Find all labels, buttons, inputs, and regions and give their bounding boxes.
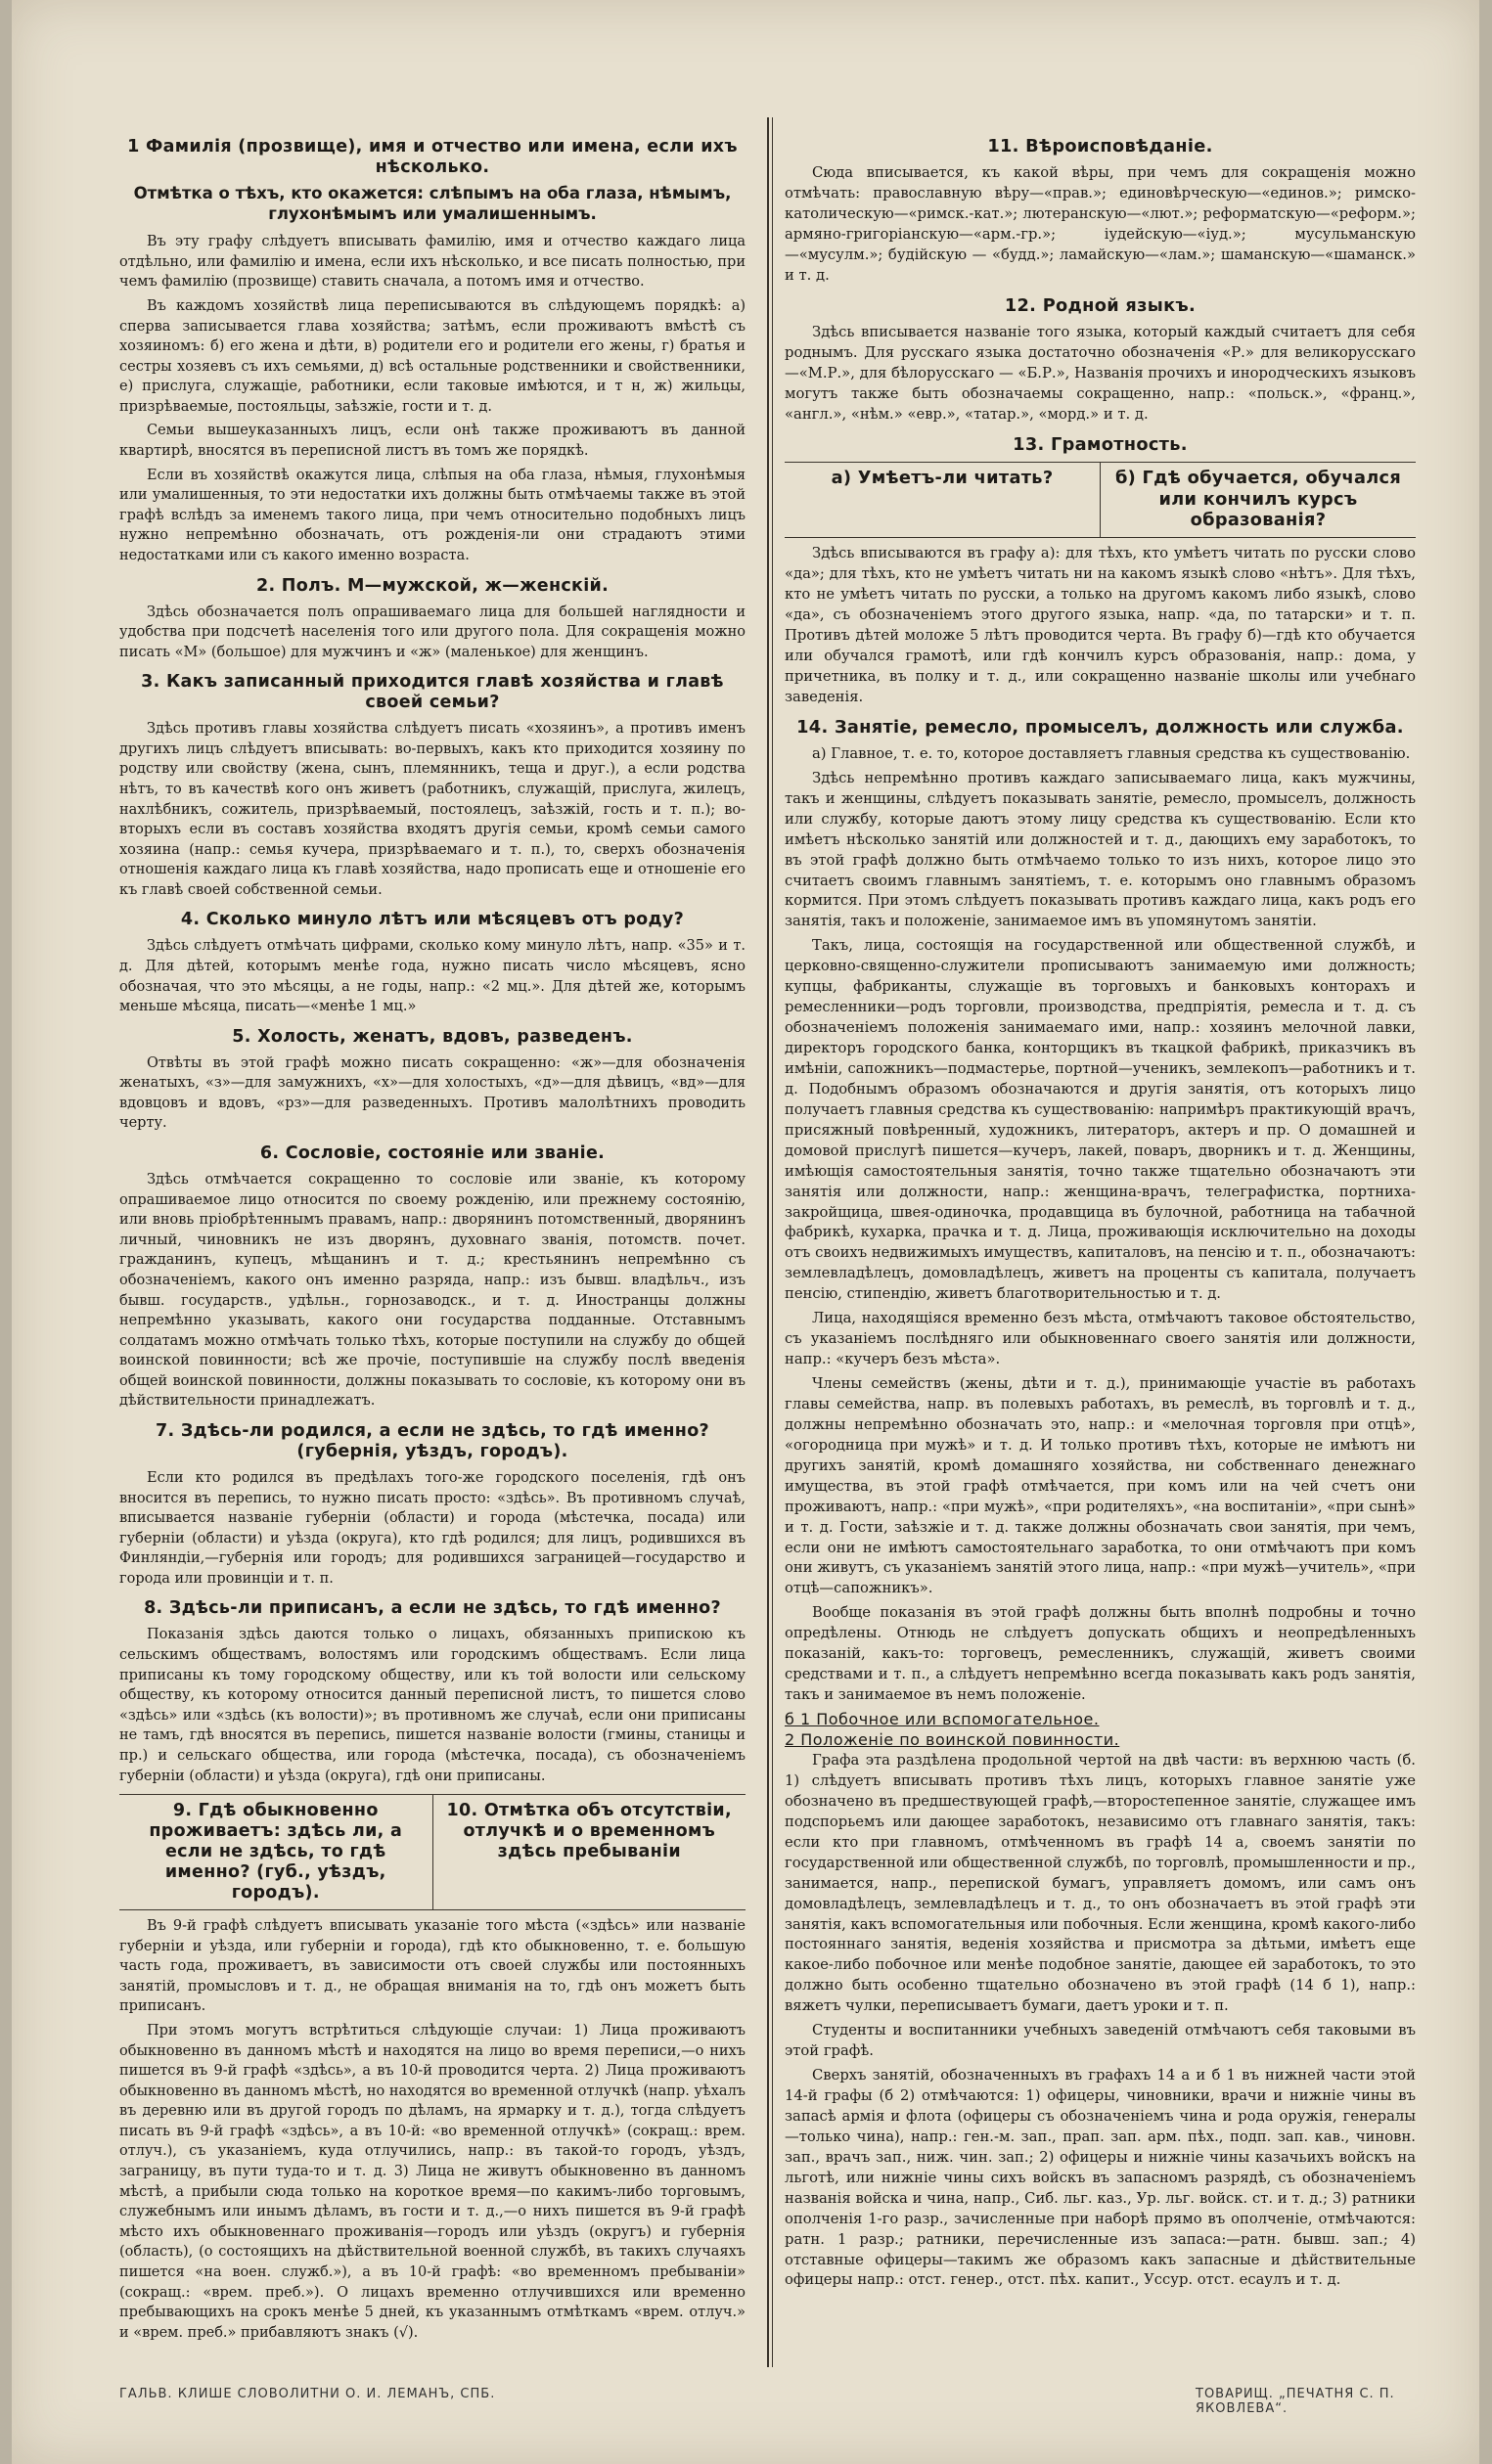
section-13b-cell — [1100, 463, 1416, 537]
section-10-title: 10. Отмѣтка объ отсутствіи, отлучкѣ и о временномъ здѣсь пребываніи — [446, 1801, 732, 1862]
section-13a-cell — [785, 463, 1100, 537]
section-2-para: Здѣсь обозначается полъ опрашиваемаго лица для большей наглядности и удобства при подсчетѣ населенія того или другого пола. Для сокращенія можно писать «М» (большое) для мужчинъ и «ж» (маленькое) для женщинъ. — [119, 604, 746, 660]
printer-credit-left: ГАЛЬВ. КЛИШЕ СЛОВОЛИТНИ О. И. ЛЕМАНЪ, СПБ. — [119, 2387, 496, 2401]
section-9-10-header — [119, 1794, 746, 1910]
section-6 — [119, 1143, 746, 1411]
section-4-title: 4. Сколько минуло лѣтъ или мѣсяцевъ отъ роду? — [180, 910, 685, 930]
section-13 — [785, 435, 1416, 708]
section-14-para: Лица, находящіяся временно безъ мѣста, отмѣчаютъ таковое обстоятельство, съ указаніемъ послѣдняго или обыкновеннаго своего занятія или должности, напр.: «кучеръ безъ мѣста». — [785, 1310, 1416, 1368]
section-1 — [119, 137, 746, 566]
section-2-title: 2. Полъ. М—мужской, ж—женскій. — [255, 575, 610, 596]
section-1-para: Въ каждомъ хозяйствѣ лица переписываются въ слѣдующемъ порядкѣ: а) сперва записывается глава хозяйства; затѣмъ, если проживаютъ вмѣстѣ съ хозяиномъ: б) его жена и дѣти, в) родители его и родители его жены, г) братья и сестры хозяевъ съ ихъ семьями, д) всѣ остальные родственники и свойственники, е) прислуга, служащіе, работники, если таковые имѣются, и т н, ж) жильцы, призрѣваемые, постояльцы, заѣзжіе, гости и т. д. — [119, 297, 746, 415]
right-column — [785, 127, 1416, 2299]
section-9-para: При этомъ могутъ встрѣтиться слѣдующіе случаи: 1) Лица проживаютъ обыкновенно въ данномъ мѣстѣ и находятся на лицо во время переписи,—о нихъ пишется въ 9-й графѣ «здѣсь», а въ 10-й проводится черта. 2) Лица проживаютъ обыкновенно въ данномъ мѣстѣ, но находятся во временной отлучкѣ (напр. уѣхалъ въ деревню или въ другой городъ по дѣламъ, на ярмарку и т. д.), тогда слѣдуетъ писать въ 9-й графѣ «здѣсь», а въ 10-й: «во временной отлучкѣ» (сокращ.: врем. отлуч.), съ указаніемъ, куда отлучились, напр.: въ такой-то городъ, уѣздъ, заграницу, въ пути туда-то и т. д. 3) Лица не живутъ обыкновенно въ данномъ мѣстѣ, а прибыли сюда только на короткое время—по какимъ-либо торговымъ, служебнымъ или инымъ дѣламъ, въ гости и т. д.,—о нихъ пишется въ 9-й графѣ мѣсто ихъ обыкновеннаго проживанія—городъ или уѣздъ (округъ) и губернія (область), (о состоящихъ на дѣйствительной военной службѣ, въ такихъ случаяхъ пишется «на воен. служб.»), а въ 10-й графѣ: «во временномъ пребываніи» (сокращ.: «врем. преб.»). О лицахъ временно отлучившихся или временно пребывающихъ на срокъ менѣе 5 дней, къ указаннымъ отмѣткамъ «врем. отлуч.» и «врем. преб.» прибавляютъ знакъ (√). — [119, 2022, 746, 2341]
section-7-para: Если кто родился въ предѣлахъ того-же городского поселенія, гдѣ онъ вносится въ перепись, то нужно писать просто: «здѣсь». Въ противномъ случаѣ, вписывается названіе губерніи (области) и города (мѣстечка, посада) или губерніи (области) и уѣзда (округа), кто гдѣ родился; для лицъ, родившихся въ Финляндіи,—губернія или городъ; для родившихся заграницей—государство и города или провинціи и т. п. — [119, 1470, 746, 1587]
section-8-para: Показанія здѣсь даются только о лицахъ, обязанныхъ припискою къ сельскимъ обществамъ, волостямъ или городскимъ обществамъ. Если лица приписаны къ тому городскому обществу, или къ той волости или сельскому обществу, къ которому относится данный переписной листъ, то пишется слово «здѣсь» или «здѣсь (къ волости)»; въ противномъ же случаѣ, если они приписаны не тамъ, гдѣ вносятся въ перепись, пишется названіе волости (гмины, станицы и пр.) и сельскаго общества, или города (мѣстечка, посада), съ обозначеніемъ губерніи (области) и уѣзда (округа), гдѣ они приписаны. — [119, 1627, 746, 1784]
section-14b1-line: б 1 Побочное или вспомогательное. — [785, 1710, 1100, 1729]
section-14b2-line: 2 Положеніе по воинской повинности. — [785, 1730, 1120, 1750]
section-3 — [119, 672, 746, 900]
section-13-header — [785, 462, 1416, 538]
section-8 — [119, 1598, 746, 1786]
section-14b-para: Сверхъ занятій, обозначенныхъ въ графахъ 14 а и б 1 въ нижней части этой 14-й графы (б 2) отмѣчаются: 1) офицеры, чиновники, врачи и нижніе чины въ запасѣ армія и флота (офицеры съ обозначеніемъ чина и рода оружія, генералы—только чина), напр.: ген.-м. зап., прап. зап. арм. пѣх., подп. зап. кав., чиновн. зап., врачъ зап., ниж. чин. зап.; 2) офицеры и нижніе чины казачьихъ войскъ на льготѣ, или нижніе чины сихъ войскъ въ запасномъ разрядѣ, съ обозначеніемъ названія войска и чина, напр., Сиб. льг. каз., Ур. льг. войск. ст. и т. д.; 3) ратники ополченія 1-го разр., зачисленные при наборѣ прямо въ ополченіе, отмѣчаются: ратн. 1 разр.; ратники, перечисленные изъ запаса:—ратн. бывш. зап.; 4) отставные офицеры—такимъ же образомъ какъ запасные и дѣйствительные офицеры напр.: отст. генер., отст. пѣх. капит., Уссур. отст. есаулъ и т. д. — [785, 2067, 1416, 2289]
section-10-header-cell — [432, 1795, 746, 1909]
section-5-para: Отвѣты въ этой графѣ можно писать сокращенно: «ж»—для обозначенія женатыхъ, «з»—для замужнихъ, «х»—для холостыхъ, «д»—для дѣвицъ, «вд»—для вдовцовъ и вдовъ, «рз»—для разведенныхъ. Противъ малолѣтнихъ проводить черту. — [119, 1054, 746, 1132]
section-7 — [119, 1421, 746, 1589]
section-6-title: 6. Сословіе, состояніе или званіе. — [259, 1143, 606, 1164]
section-1-para: Если въ хозяйствѣ окажутся лица, слѣпыя на оба глаза, нѣмыя, глухонѣмыя или умалишенныя, то эти недостатки ихъ должны быть отмѣчаемы также въ этой графѣ вслѣдъ за именемъ такого лица, при чемъ относительно подобныхъ лицъ нужно непремѣнно обозначать, отъ рожденія-ли они страдаютъ этими недостатками или съ какого именно возраста. — [119, 467, 746, 563]
section-14 — [785, 718, 1416, 2292]
section-2 — [119, 576, 746, 663]
section-11-title: 11. Вѣроисповѣданіе. — [987, 137, 1213, 157]
section-8-title: 8. Здѣсь-ли приписанъ, а если не здѣсь, то гдѣ именно? — [144, 1598, 721, 1619]
section-13-title: 13. Грамотность. — [1013, 434, 1188, 455]
section-9-header-cell — [119, 1795, 432, 1909]
section-14-para: Вообще показанія въ этой графѣ должны быть вполнѣ подробны и точно опредѣлены. Отнюдь не слѣдуетъ допускать общихъ и неопредѣленныхъ показаній, какъ-то: торговецъ, ремесленникъ, служащій, живетъ своими средствами и т. п., а слѣдуетъ непремѣнно всегда показывать какъ родъ занятія, такъ и занимаемое въ немъ положеніе. — [785, 1604, 1416, 1704]
section-1-para: Въ эту графу слѣдуетъ вписывать фамилію, имя и отчество каждаго лица отдѣльно, или фамилію и имена, если ихъ нѣсколько, и все писать полностью, при чемъ фамилію (прозвище) ставить сначала, а потомъ имя и отчество. — [119, 234, 746, 291]
section-13-para: Здѣсь вписываются въ графу а): для тѣхъ, кто умѣетъ читать по русски слово «да»; для тѣхъ, кто не умѣетъ читать ни на какомъ языкѣ слово «нѣтъ». Для тѣхъ, кто не умѣетъ читать по русски, а только на другомъ какомъ либо языкѣ, слово «да», съ обозначеніемъ этого другого языка, напр. «да, по татарски» и т. п. Противъ дѣтей моложе 5 лѣтъ проводится черта. Въ графу б)—гдѣ кто обучается или обучался грамотѣ, или гдѣ кончилъ курсъ образованія, напр.: дома, у причетника, въ полку и т. д., или сокращенно названіе школы или учебнаго заведенія. — [785, 545, 1416, 705]
section-9-10 — [119, 1794, 746, 2343]
section-14-para: Здѣсь непремѣнно противъ каждаго записываемаго лица, какъ мужчины, такъ и женщины, слѣдуетъ показывать занятіе, ремесло, промыселъ, должность или службу, которые даютъ этому лицу средства къ существованію. Если кто имѣетъ нѣсколько занятій или должностей и т. д., дающихъ ему заработокъ, то въ этой графѣ должно быть отмѣчаемо только то изъ нихъ, которое лицо это считаетъ своимъ главнымъ занятіемъ, т. е. которымъ оно главнымъ образомъ кормится. При этомъ слѣдуетъ показывать противъ каждаго лица, какъ родъ его занятія, такъ и положеніе, занимаемое имъ въ упомянутомъ занятіи. — [785, 769, 1416, 930]
section-14-para: Такъ, лица, состоящія на государственной или общественной службѣ, и церковно-священно-служители прописываютъ занимаемую ими должность; купцы, фабриканты, служащіе въ торговыхъ и банковыхъ конторахъ и ремесленники—родъ торговли, производства, предпріятія, ремесла и т. д. съ обозначеніемъ положенія занимаемаго ими, напр.: хозяинъ мелочной лавки, директоръ городского банка, конторщикъ въ ткацкой фабрикѣ, приказчикъ въ имѣніи, сапожникъ—подмастерье, портной—ученикъ, землекопъ—работникъ и т. д. Подобнымъ образомъ обозначаются и другія занятія, отъ которыхъ лицо получаетъ главныя средства къ существованію: напримѣръ практикующій врачъ, присяжный повѣренный, художникъ, литераторъ, актеръ и пр. О домашней и домовой прислугѣ пишется—кучеръ, лакей, поваръ, дворникъ и т. д. Женщины, имѣющія самостоятельныя занятія, точно также тщательно обозначаютъ эти занятія или должности, напр.: женщина-врачъ, телеграфистка, портниха-закройщица, швея-одиночка, продавщица въ булочной, работница на табачной фабрикѣ, кухарка, прачка и т. д. Лица, проживающія исключительно на доходы отъ своихъ недвижимыхъ имуществъ, капиталовъ, на пенсію и т. п., обозначаютъ: землевладѣлецъ, домовладѣлецъ, живетъ на проценты съ капитала, получаетъ пенсію, стипендію, живетъ благотворительностью и т. д. — [785, 937, 1416, 1303]
census-instruction-sheet — [12, 0, 1479, 2464]
section-3-para: Здѣсь противъ главы хозяйства слѣдуетъ писать «хозяинъ», а противъ именъ другихъ лицъ слѣдуетъ вписывать: во-первыхъ, какъ кто приходится хозяину по родству или свойству (жена, сынъ, племянникъ, теща и друг.), а если родства нѣтъ, то въ качествѣ кого онъ живетъ (работникъ, служащій, прислуга, жилецъ, нахлѣбникъ, сожитель, призрѣваемый, постоялецъ, заѣзжій, гость и т. п.); во-вторыхъ если въ составъ хозяйства входятъ другія семьи, кромѣ семьи самого хозяина (напр.: семья кучера, призрѣваемаго и т. п.), то, сверхъ обозначенія отношенія каждаго лица къ главѣ хозяйства, надо прописать еще и отношеніе его къ главѣ своей собственной семьи. — [119, 721, 746, 898]
section-12-title: 12. Родной языкъ. — [1004, 295, 1197, 316]
section-1-title: 1 Фамилія (прозвище), имя и отчество или имена, если ихъ нѣсколько. — [127, 137, 738, 177]
section-5-title: 5. Холость, женатъ, вдовъ, разведенъ. — [232, 1026, 633, 1047]
left-column — [119, 127, 746, 2351]
column-divider-thin — [772, 117, 773, 2367]
section-14b-para: Студенты и воспитанники учебныхъ заведеній отмѣчаютъ себя таковыми въ этой графѣ. — [785, 2022, 1416, 2060]
printer-credit-right: ТОВАРИЩ. „ПЕЧАТНЯ С. П. ЯКОВЛЕВА“. — [1196, 2387, 1395, 2416]
section-14-para: Члены семействъ (жены, дѣти и т. д.), принимающіе участіе въ работахъ главы семейства, напр. въ полевыхъ работахъ, въ ремеслѣ, въ торговлѣ и т. д., должны непремѣнно обозначать это, напр.: и «мелочная торговля при отцѣ», «огородница при мужѣ» и т. д. И только противъ тѣхъ, которые не имѣютъ ни другихъ занятій, кромѣ домашняго хозяйства, ни собственнаго денежнаго имущества, въ этой графѣ отмѣчается, при комъ или на чей счетъ они проживаютъ, напр.: «при мужѣ», «при родителяхъ», «на воспитаніи», «при сынѣ» и т. д. Гости, заѣзжіе и т. д. также должны обозначать свои занятія, при чемъ, если они не имѣютъ самостоятельнаго заработка, то они отмѣчаютъ при комъ они живутъ, съ указаніемъ занятій этого лица, напр.: «при мужѣ—учитель», «при отцѣ—сапожникъ». — [785, 1375, 1416, 1597]
section-12-para: Здѣсь вписывается названіе того языка, который каждый считаетъ для себя роднымъ. Для русскаго языка достаточно обозначенія «Р.» для великорусскаго —«М.Р.», для бѣлорусскаго — «Б.Р.», Названія прочихъ и инородческихъ языковъ могутъ также быть обозначаемы сокращенно, напр.: «польск.», «франц.», «англ.», «нѣм.» «евр.», «татар.», «морд.» и т. д. — [785, 324, 1417, 423]
section-5 — [119, 1027, 746, 1134]
section-1-note: Отмѣтка о тѣхъ, кто окажется: слѣпымъ на оба глаза, нѣмымъ, глухонѣмымъ или умалишеннымъ. — [133, 184, 732, 223]
section-4 — [119, 910, 746, 1016]
section-11 — [785, 137, 1416, 287]
section-12 — [785, 296, 1416, 426]
section-13b-title: б) Гдѣ обучается, обучался или кончилъ курсъ образованія? — [1114, 469, 1402, 530]
section-14-title: 14. Занятіе, ремесло, промыселъ, должность или служба. — [796, 717, 1404, 738]
section-9-para: Въ 9-й графѣ слѣдуетъ вписывать указаніе того мѣста («здѣсь» или названіе губерніи и уѣзда, или губерніи и города), гдѣ кто обыкновенно, т. е. большую часть года, проживаетъ, въ зависимости отъ своей службы или постоянныхъ занятій, промысловъ и т. д., не обращая вниманія на то, гдѣ онъ можетъ быть приписанъ. — [119, 1918, 746, 2015]
section-1-para: Семьи вышеуказанныхъ лицъ, если онѣ также проживаютъ въ данной квартирѣ, вносятся въ переписной листъ въ томъ же порядкѣ. — [119, 423, 746, 460]
column-divider — [767, 117, 769, 2367]
section-6-para: Здѣсь отмѣчается сокращенно то сословіе или званіе, къ которому опрашиваемое лицо относится по своему рожденію, или прежнему состоянію, или вновь пріобрѣтеннымъ правамъ, напр.: дворянинъ потомственный, дворянинъ личный, чиновникъ не изъ дворянъ, духовнаго званія, потомств. почет. гражданинъ, купецъ, мѣщанинъ и т. д.; крестьянинъ непремѣнно съ обозначеніемъ, какого онъ именно разряда, напр.: изъ бывш. владѣльч., изъ бывш. государств., удѣльн., горнозаводск., и т. д. Иностранцы должны непремѣнно указывать, какого они государства подданные. Отставнымъ солдатамъ можно отмѣчать только тѣхъ, которые поступили на службу до общей воинской повинности; всѣ же прочіе, поступившіе на службу послѣ введенія общей воинской повинности, должны показывать то сословіе, къ которому они въ дѣйствительности принадлежатъ. — [119, 1172, 746, 1410]
section-9-title: 9. Гдѣ обыкновенно проживаетъ: здѣсь ли, а если не здѣсь, то гдѣ именно? (губ., уѣздъ, городъ). — [149, 1801, 403, 1904]
section-3-title: 3. Какъ записанный приходится главѣ хозяйства и главѣ своей семьи? — [141, 672, 724, 713]
section-13a-title: а) Умѣетъ-ли читать? — [831, 469, 1054, 489]
section-11-para: Сюда вписывается, къ какой вѣры, при чемъ для сокращенія можно отмѣчать: православную вѣру—«прав.»; единовѣрческую—«единов.»; римско-католическую—«римск.-кат.»; лютеранскую—«лют.»; реформатскую—«реформ.»; армяно-григоріанскую—«арм.-гр.»; іудейскую—«іуд.»; мусульманскую—«мусулм.»; будійскую — «будд.»; ламайскую—«лам.»; шаманскую—«шаманск.» и т. д. — [785, 164, 1416, 284]
section-14-subtitle: а) Главное, т. е. то, которое доставляетъ главныя средства къ существованію. — [812, 744, 1411, 762]
section-14b-para: Графа эта раздѣлена продольной чертой на двѣ части: въ верхнюю часть (б. 1) слѣдуетъ вписывать противъ тѣхъ лицъ, которыхъ главное занятіе уже обозначено въ предшествующей графѣ,—второстепенное занятіе, служащее имъ подспорьемъ или дающее заработокъ, независимо отъ главнаго занятія, такъ: если кто при главномъ, отмѣченномъ въ графѣ 14 а, своемъ занятіи по государственной или общественной службѣ, по торговлѣ, промышленности и пр., занимается, напр., перепиской бумагъ, управляетъ домомъ, или самъ онъ домовладѣлецъ, землевладѣлецъ и т. д., то онъ обозначаетъ въ этой графѣ эти занятія, какъ вспомогательныя или побочныя. Если женщина, кромѣ какого-либо постояннаго занятія, веденія хозяйства и присмотра за дѣтьми, имѣетъ еще какое-либо побочное или менѣе подобное занятіе, дающее ей заработокъ, то это должно быть особенно тщательно обозначено въ этой графѣ (14 б 1), напр.: вяжетъ чулки, переписываетъ бумаги, даетъ уроки и т. п. — [785, 1752, 1416, 2015]
section-4-para: Здѣсь слѣдуетъ отмѣчать цифрами, сколько кому минуло лѣтъ, напр. «35» и т. д. Для дѣтей, которымъ менѣе года, нужно писать число мѣсяцевъ, ясно обозначая, что это мѣсяцы, а не годы, напр.: «2 мц.». Для дѣтей же, которымъ меньше мѣсяца, писать—«менѣе 1 мц.» — [119, 938, 746, 1015]
section-7-title: 7. Здѣсь-ли родился, а если не здѣсь, то гдѣ именно? (губернія, уѣздъ, городъ). — [156, 1421, 709, 1461]
